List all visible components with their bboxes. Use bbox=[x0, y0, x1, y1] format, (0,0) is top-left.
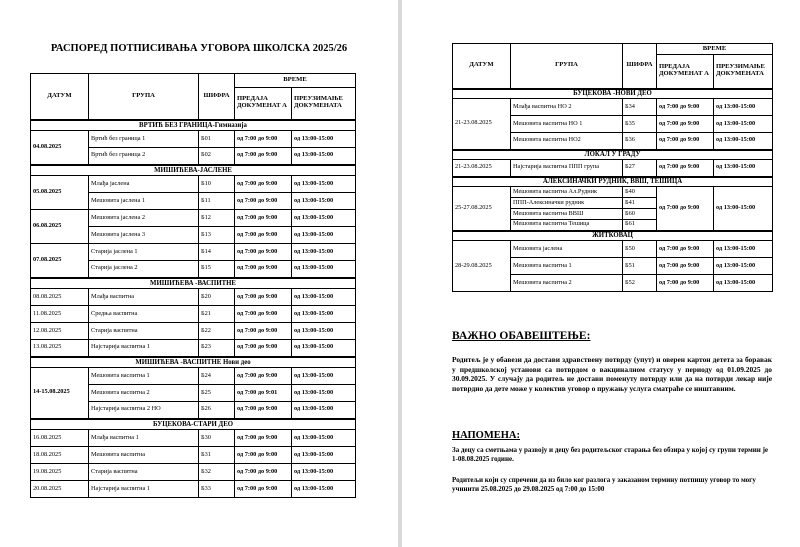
code-cell: Б12 bbox=[199, 210, 235, 227]
table-row bbox=[31, 368, 356, 385]
group-cell: Вртић без граница 2 bbox=[89, 148, 199, 165]
group-cell: Мешовита јаслена 1 bbox=[89, 193, 199, 210]
group-cell: Вртић без граница 1 bbox=[89, 131, 199, 148]
date-cell: 04.08.2025 bbox=[31, 131, 89, 165]
pickup-time-cell: од 13:00-15:00 bbox=[292, 340, 356, 357]
date-cell: 05.08.2025 bbox=[31, 176, 89, 210]
group-cell: Најстарија васпитна 1 bbox=[89, 340, 199, 357]
pickup-time-cell: од 13:00-15:00 bbox=[714, 258, 773, 275]
submission-time-cell: од 7:00 до 9:00 bbox=[235, 210, 292, 227]
submission-time-cell: од 7:00 до 9:01 bbox=[235, 385, 292, 402]
date-cell: 21-23.08.2025 bbox=[453, 160, 511, 177]
code-cell: Б50 bbox=[623, 241, 657, 258]
code-cell: Б33 bbox=[199, 481, 235, 498]
date-cell: 18.08.2025 bbox=[31, 447, 89, 464]
section-title: БУЦЕКОВА -НОВИ ДЕО bbox=[453, 89, 773, 99]
section-row bbox=[31, 278, 356, 289]
submission-time-cell: од 7:00 до 9:00 bbox=[235, 368, 292, 385]
date-cell: 19.08.2025 bbox=[31, 464, 89, 481]
code-cell: Б20 bbox=[199, 289, 235, 306]
date-cell: 14-15.08.2025 bbox=[31, 368, 89, 419]
group-cell: Мешовита јаслена 2 bbox=[89, 210, 199, 227]
group-cell: Мешовита васпитна 1 bbox=[89, 368, 199, 385]
pickup-time-cell: од 13:00-15:00 bbox=[292, 402, 356, 419]
table-row bbox=[31, 176, 356, 193]
group-cell: Мешовита васпитна Тешица bbox=[511, 220, 623, 231]
table-row bbox=[453, 187, 773, 198]
pickup-time-cell: од 13:00-15:00 bbox=[292, 481, 356, 498]
pickup-time-cell: од 13:00-15:00 bbox=[292, 430, 356, 447]
submission-time-cell: од 7:00 до 9:00 bbox=[657, 275, 714, 292]
date-cell: 28-29.08.2025 bbox=[453, 241, 511, 292]
code-cell: Б14 bbox=[199, 244, 235, 261]
group-cell: ППП-Алексиначки рудник bbox=[511, 198, 623, 209]
pickup-time-cell: од 13:00-15:00 bbox=[714, 275, 773, 292]
date-cell: 20.08.2025 bbox=[31, 481, 89, 498]
group-cell: Мешовита јаслена 3 bbox=[89, 227, 199, 244]
date-cell: 06.08.2025 bbox=[31, 210, 89, 244]
table-row bbox=[31, 131, 356, 148]
pickup-time-cell: од 13:00-15:00 bbox=[714, 187, 773, 231]
code-cell: Б35 bbox=[623, 116, 657, 133]
note-text-2: Родитељи који су спречени да из било ког разлога у заказаном термину потпишу уговор то могу учинити 25.08.2025 до 29.08.2025 од 7:00 до 15:00 bbox=[452, 476, 756, 493]
pickup-time-cell: од 13:00-15:00 bbox=[292, 131, 356, 148]
header-time: ВРЕМЕ bbox=[235, 74, 356, 88]
code-cell: Б24 bbox=[199, 368, 235, 385]
submission-time-cell: од 7:00 до 9:00 bbox=[235, 227, 292, 244]
code-cell: Б60 bbox=[623, 209, 657, 220]
header-date: ДАТУМ bbox=[453, 44, 511, 89]
code-cell: Б11 bbox=[199, 193, 235, 210]
header-group: ГРУПА bbox=[511, 44, 623, 89]
submission-time-cell: од 7:00 до 9:00 bbox=[235, 447, 292, 464]
submission-time-cell: од 7:00 до 9:00 bbox=[235, 323, 292, 340]
table-row bbox=[31, 481, 356, 498]
group-cell: Старија јаслена 2 bbox=[89, 261, 199, 278]
code-cell: Б01 bbox=[199, 131, 235, 148]
date-cell: 25-27.08.2025 bbox=[453, 187, 511, 231]
pickup-time-cell: од 13:00-15:00 bbox=[292, 306, 356, 323]
section-row bbox=[453, 89, 773, 99]
code-cell: Б15 bbox=[199, 261, 235, 278]
header-code: ШИФРА bbox=[623, 44, 657, 89]
date-cell: 16.08.2025 bbox=[31, 430, 89, 447]
code-cell: Б25 bbox=[199, 385, 235, 402]
submission-time-cell: од 7:00 до 9:00 bbox=[235, 464, 292, 481]
code-cell: Б27 bbox=[623, 160, 657, 177]
section-title: АЛЕКСИНАЧКИ РУДНИК, ВВШ, ТЕШИЦА bbox=[453, 177, 773, 187]
code-cell: Б41 bbox=[623, 198, 657, 209]
submission-time-cell: од 7:00 до 9:00 bbox=[235, 402, 292, 419]
submission-time-cell: од 7:00 до 9:00 bbox=[657, 187, 714, 231]
code-cell: Б26 bbox=[199, 402, 235, 419]
group-cell: Мешовита васпитна Ал.Рудник bbox=[511, 187, 623, 198]
pickup-time-cell: од 13:00-15:00 bbox=[292, 193, 356, 210]
header-code: ШИФРА bbox=[199, 74, 235, 120]
submission-time-cell: од 7:00 до 9:00 bbox=[235, 261, 292, 278]
code-cell: Б61 bbox=[623, 220, 657, 231]
group-cell: Старија јаслена 1 bbox=[89, 244, 199, 261]
pickup-time-cell: од 13:00-15:00 bbox=[714, 160, 773, 177]
submission-time-cell: од 7:00 до 9:00 bbox=[657, 116, 714, 133]
group-cell: Мешовита васпитна НО 1 bbox=[511, 116, 623, 133]
submission-time-cell: од 7:00 до 9:00 bbox=[235, 340, 292, 357]
pickup-time-cell: од 13:00-15:00 bbox=[292, 289, 356, 306]
notice-text: Родитељ је у обавези да достави здравствену потврду (упут) и оверен картон детета за боравак у предшколској установи са потврдом о вакциналном статусу у периоду од 01.09.2025 до 30.09.2025. У случају да родитељ не достави поменуту потврду или да на потврди лекар није потврдио да дете може у колектив уговор о пружању услуга сматраће се ништавним. bbox=[452, 355, 772, 393]
header-date: ДАТУМ bbox=[31, 74, 89, 120]
pickup-time-cell: од 13:00-15:00 bbox=[714, 116, 773, 133]
note-text-1: За децу са сметњама у развоју и децу без родитељског старања без обзира у којој су групи термин је 1-08.08.2025 године. bbox=[452, 446, 769, 463]
table-row bbox=[31, 464, 356, 481]
table-row bbox=[31, 289, 356, 306]
group-cell: Старија васпитна bbox=[89, 323, 199, 340]
submission-time-cell: од 7:00 до 9:00 bbox=[657, 241, 714, 258]
group-cell: Најстарија васпитна 1 bbox=[89, 481, 199, 498]
group-cell: Мешовита васпитна 2 bbox=[511, 275, 623, 292]
pickup-time-cell: од 13:00-15:00 bbox=[292, 464, 356, 481]
section-row bbox=[31, 419, 356, 430]
pickup-time-cell: од 13:00-15:00 bbox=[292, 447, 356, 464]
pickup-time-cell: од 13:00-15:00 bbox=[292, 210, 356, 227]
schedule-table-right bbox=[452, 43, 773, 292]
code-cell: Б40 bbox=[623, 187, 657, 198]
group-cell: Мешовита васпитна bbox=[89, 447, 199, 464]
header-submission: ПРЕДАЈА ДОКУМЕНАТ А bbox=[235, 88, 292, 120]
table-row bbox=[453, 99, 773, 116]
submission-time-cell: од 7:00 до 9:00 bbox=[235, 289, 292, 306]
pickup-time-cell: од 13:00-15:00 bbox=[714, 133, 773, 150]
date-cell: 08.08.2025 bbox=[31, 289, 89, 306]
code-cell: Б02 bbox=[199, 148, 235, 165]
date-cell: 21-23.08.2025 bbox=[453, 99, 511, 150]
section-title: ЖИТКОВАЦ bbox=[453, 231, 773, 241]
schedule-table-left bbox=[30, 73, 356, 498]
pickup-time-cell: од 13:00-15:00 bbox=[292, 148, 356, 165]
section-row bbox=[453, 150, 773, 160]
submission-time-cell: од 7:00 до 9:00 bbox=[235, 481, 292, 498]
table-row bbox=[31, 430, 356, 447]
header-pickup: ПРЕУЗИМАЊЕ ДОКУМЕНАТА bbox=[714, 55, 773, 89]
table-row bbox=[31, 244, 356, 261]
group-cell: Мешовита васпитна ВВШ bbox=[511, 209, 623, 220]
date-cell: 11.08.2025 bbox=[31, 306, 89, 323]
table-row bbox=[31, 340, 356, 357]
section-title: МИШИЋЕВА -ВАСПИТНЕ Нови део bbox=[31, 357, 356, 368]
table-row bbox=[453, 241, 773, 258]
group-cell: Мешовита васпитна НО2 bbox=[511, 133, 623, 150]
code-cell: Б36 bbox=[623, 133, 657, 150]
header-submission: ПРЕДАЈА ДОКУМЕНАТ А bbox=[657, 55, 714, 89]
submission-time-cell: од 7:00 до 9:00 bbox=[235, 131, 292, 148]
submission-time-cell: од 7:00 до 9:00 bbox=[235, 148, 292, 165]
group-cell: Мешовита васпитна 2 bbox=[89, 385, 199, 402]
submission-time-cell: од 7:00 до 9:00 bbox=[235, 176, 292, 193]
pickup-time-cell: од 13:00-15:00 bbox=[714, 241, 773, 258]
code-cell: Б23 bbox=[199, 340, 235, 357]
section-title: БУЦЕКОВА-СТАРИ ДЕО bbox=[31, 419, 356, 430]
table-row bbox=[31, 306, 356, 323]
pickup-time-cell: од 13:00-15:00 bbox=[292, 176, 356, 193]
submission-time-cell: од 7:00 до 9:00 bbox=[235, 193, 292, 210]
section-row bbox=[31, 357, 356, 368]
pickup-time-cell: од 13:00-15:00 bbox=[292, 261, 356, 278]
code-cell: Б32 bbox=[199, 464, 235, 481]
code-cell: Б13 bbox=[199, 227, 235, 244]
submission-time-cell: од 7:00 до 9:00 bbox=[657, 133, 714, 150]
pickup-time-cell: од 13:00-15:00 bbox=[292, 244, 356, 261]
submission-time-cell: од 7:00 до 9:00 bbox=[657, 99, 714, 116]
group-cell: Млађа васпитна bbox=[89, 289, 199, 306]
group-cell: Старија васпитна bbox=[89, 464, 199, 481]
section-title: МИШИЋЕВА-ЈАСЛЕНЕ bbox=[31, 165, 356, 176]
notice-heading: ВАЖНО ОБАВЕШТЕЊЕ: bbox=[452, 330, 591, 342]
code-cell: Б52 bbox=[623, 275, 657, 292]
group-cell: Млађа васпитна НО 2 bbox=[511, 99, 623, 116]
submission-time-cell: од 7:00 до 9:00 bbox=[235, 244, 292, 261]
submission-time-cell: од 7:00 до 9:00 bbox=[235, 306, 292, 323]
group-cell: Најстарија васпитна 2 НО bbox=[89, 402, 199, 419]
submission-time-cell: од 7:00 до 9:00 bbox=[235, 430, 292, 447]
table-row bbox=[31, 447, 356, 464]
section-title: ЛОКАЛ У ГРАДУ bbox=[453, 150, 773, 160]
date-cell: 13.08.2025 bbox=[31, 340, 89, 357]
table-row bbox=[31, 210, 356, 227]
section-row bbox=[31, 120, 356, 131]
document-title: РАСПОРЕД ПОТПИСИВАЊА УГОВОРА ШКОЛСКА 2025/26 bbox=[50, 43, 348, 54]
code-cell: Б30 bbox=[199, 430, 235, 447]
section-row bbox=[31, 165, 356, 176]
table-row bbox=[31, 323, 356, 340]
code-cell: Б51 bbox=[623, 258, 657, 275]
header-group: ГРУПА bbox=[89, 74, 199, 120]
group-cell: Најстарија васпитна ППП група bbox=[511, 160, 623, 177]
pickup-time-cell: од 13:00-15:00 bbox=[714, 99, 773, 116]
table-row bbox=[453, 160, 773, 177]
section-title: МИШИЋЕВА -ВАСПИТНЕ bbox=[31, 278, 356, 289]
group-cell: Мешовита јаслена bbox=[511, 241, 623, 258]
submission-time-cell: од 7:00 до 9:00 bbox=[657, 160, 714, 177]
section-row bbox=[453, 231, 773, 241]
group-cell: Млађа јасленa bbox=[89, 176, 199, 193]
group-cell: Млађа васпитна 1 bbox=[89, 430, 199, 447]
header-time: ВРЕМЕ bbox=[657, 44, 773, 55]
code-cell: Б10 bbox=[199, 176, 235, 193]
group-cell: Мешовита васпитна 1 bbox=[511, 258, 623, 275]
code-cell: Б34 bbox=[623, 99, 657, 116]
code-cell: Б22 bbox=[199, 323, 235, 340]
pickup-time-cell: од 13:00-15:00 bbox=[292, 385, 356, 402]
date-cell: 12.08.2025 bbox=[31, 323, 89, 340]
header-pickup: ПРЕУЗИМАЊЕ ДОКУМЕНАТА bbox=[292, 88, 356, 120]
section-row bbox=[453, 177, 773, 187]
date-cell: 07.08.2025 bbox=[31, 244, 89, 278]
section-title: ВРТИЋ БЕЗ ГРАНИЦА-Гимназија bbox=[31, 120, 356, 131]
note-heading: НАПОМЕНА: bbox=[452, 430, 520, 441]
group-cell: Средња васпитна bbox=[89, 306, 199, 323]
pickup-time-cell: од 13:00-15:00 bbox=[292, 227, 356, 244]
code-cell: Б21 bbox=[199, 306, 235, 323]
submission-time-cell: од 7:00 до 9:00 bbox=[657, 258, 714, 275]
pickup-time-cell: од 13:00-15:00 bbox=[292, 368, 356, 385]
code-cell: Б31 bbox=[199, 447, 235, 464]
pickup-time-cell: од 13:00-15:00 bbox=[292, 323, 356, 340]
